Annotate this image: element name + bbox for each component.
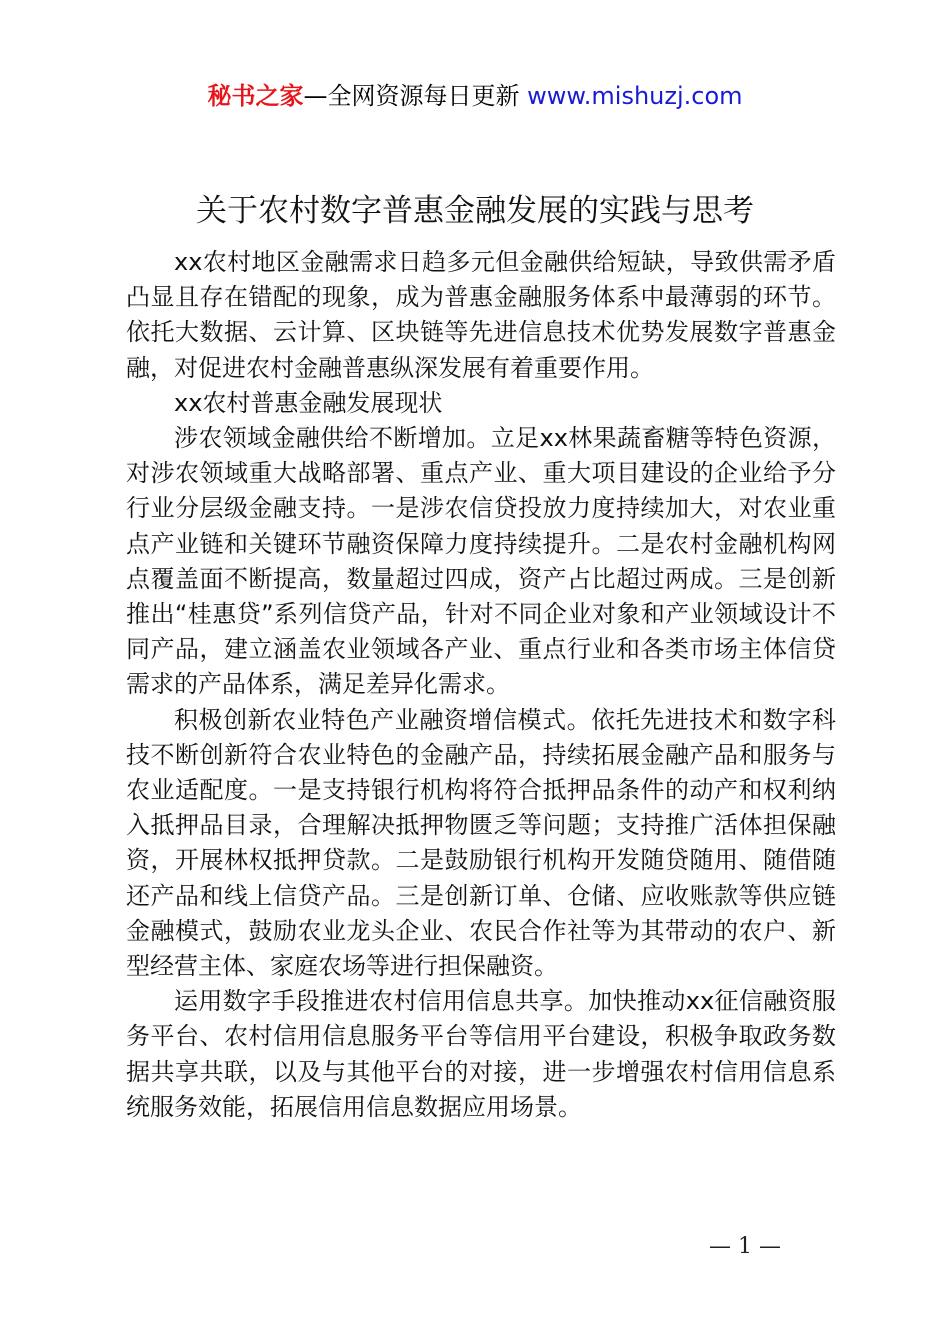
header-brand: 秘书之家	[207, 82, 304, 110]
site-header	[0, 78, 950, 114]
document-title: 关于农村数字普惠金融发展的实践与思考	[196, 193, 754, 229]
paragraph-intro: xx农村地区金融需求日趋多元但金融供给短缺，导致供需矛盾凸显且存在错配的现象，成为普惠金融服务体系中最薄弱的环节。依托大数据、云计算、区块链等先进信息技术优势发展数字普惠金融，对促进农村金融普惠纵深发展有着重要作用。	[126, 248, 836, 382]
paragraph-supply: 涉农领域金融供给不断增加。立足xx林果蔬畜糖等特色资源，对涉农领域重大战略部署、重点产业、重大项目建设的企业给予分行业分层级金融支持。一是涉农信贷投放力度持续加大，对农业重点产业链和关键环节融资保障力度持续提升。二是农村金融机构网点覆盖面不断提高，数量超过四成，资产占比超过两成。三是创新推出“桂惠贷”系列信贷产品，针对不同企业对象和产业领域设计不同产品，建立涵盖农业领域各产业、重点行业和各类市场主体信贷需求的产品体系，满足差异化需求。	[126, 424, 836, 699]
paragraph-credit-model: 积极创新农业特色产业融资增信模式。依托先进技术和数字科技不断创新符合农业特色的金融产品，持续拓展金融产品和服务与农业适配度。一是支持银行机构将符合抵押品条件的动产和权利纳入抵押品目录，合理解决抵押物匮乏等问题；支持推广活体担保融资，开展林权抵押贷款。二是鼓励银行机构开发随贷随用、随借随还产品和线上信贷产品。三是创新订单、仓储、应收账款等供应链金融模式，鼓励农业龙头企业、农民合作社等为其带动的农户、新型经营主体、家庭农场等进行担保融资。	[126, 705, 836, 981]
page-number: — 1 —	[709, 1234, 781, 1259]
paragraph-credit-info: 运用数字手段推进农村信用信息共享。加快推动xx征信融资服务平台、农村信用信息服务平台等信用平台建设，积极争取政务数据共享共联，以及与其他平台的对接，进一步增强农村信用信息系统服务效能，拓展信用信息数据应用场景。	[126, 987, 836, 1121]
header-tagline: —全网资源每日更新	[303, 82, 528, 110]
header-url-link[interactable]: www.mishuzj.com	[527, 82, 743, 110]
document-body	[126, 245, 836, 1125]
section-heading: xx农村普惠金融发展现状	[174, 388, 443, 417]
